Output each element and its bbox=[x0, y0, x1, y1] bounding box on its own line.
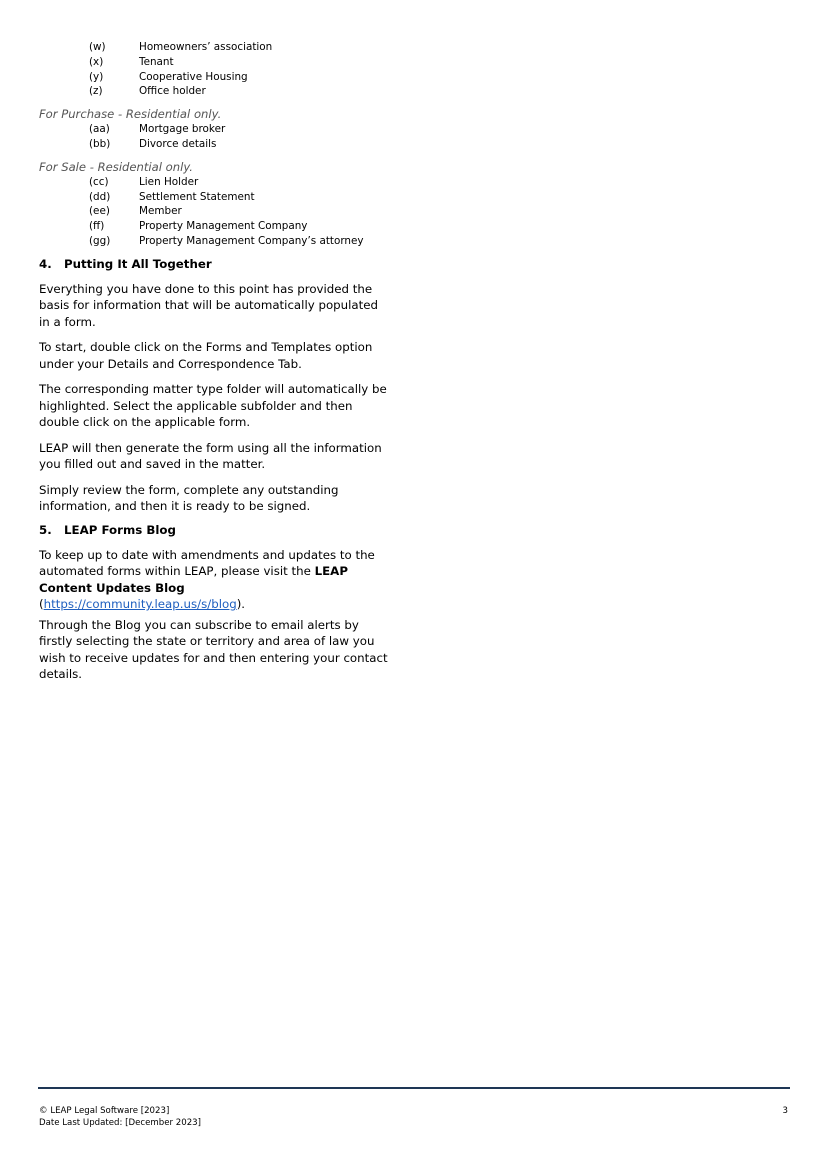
list-item bbox=[39, 84, 391, 99]
blog-paragraph bbox=[39, 547, 391, 613]
list-item-text: Property Management Company bbox=[139, 220, 308, 233]
list-item bbox=[39, 219, 391, 234]
list-item-text: Property Management Company’s attorney bbox=[139, 234, 364, 247]
list-item bbox=[39, 122, 391, 137]
list-item-text: Office holder bbox=[139, 85, 206, 98]
list-item-label: (x) bbox=[89, 55, 104, 68]
list-item-text: Divorce details bbox=[139, 137, 217, 150]
paragraph: Through the Blog you can subscribe to email alerts by firstly selecting the state or territory and area of law you wish to receive updates for and then entering your contact details. bbox=[39, 617, 388, 682]
list-item-text: Settlement Statement bbox=[139, 190, 255, 203]
sale-list bbox=[39, 175, 391, 249]
list-item bbox=[39, 70, 391, 85]
list-item bbox=[39, 175, 391, 190]
list-item-text: Cooperative Housing bbox=[139, 70, 248, 83]
page-number: 3 bbox=[782, 1106, 788, 1116]
list-item-label: (aa) bbox=[89, 123, 110, 136]
list-item-text: Mortgage broker bbox=[139, 123, 226, 136]
blog-link[interactable]: https://community.leap.us/s/blog bbox=[43, 597, 237, 612]
list-item bbox=[39, 204, 391, 219]
list-item-text: Homeowners’ association bbox=[139, 41, 273, 53]
section-5-heading bbox=[39, 522, 391, 538]
paren-open: ( bbox=[39, 597, 44, 612]
footer-info bbox=[39, 1105, 201, 1129]
list-item bbox=[39, 190, 391, 205]
list-item-label: (bb) bbox=[89, 137, 111, 150]
list-item-label: (ee) bbox=[89, 205, 110, 218]
section-title: Putting It All Together bbox=[64, 256, 212, 271]
list-item-text: Tenant bbox=[139, 55, 174, 68]
section-title: LEAP Forms Blog bbox=[64, 522, 176, 537]
list-item-label: (z) bbox=[89, 85, 103, 98]
list-item-text: Lien Holder bbox=[139, 175, 199, 188]
purchase-subheading: For Purchase - Residential only. bbox=[39, 107, 222, 122]
list-item-text: Member bbox=[139, 205, 182, 218]
list-item-label: (w) bbox=[89, 41, 106, 53]
section-number: 4. bbox=[39, 256, 52, 271]
footer-updated: Date Last Updated: [December 2023] bbox=[39, 1118, 201, 1128]
blog-intro-text: To keep up to date with amendments and updates to the automated forms within LEAP, please visit the bbox=[39, 547, 375, 579]
paragraph: To start, double click on the Forms and Templates option under your Details and Correspondence Tab. bbox=[39, 340, 373, 371]
paragraph: The corresponding matter type folder will automatically be highlighted. Select the applicable subfolder and then double click on the applicable form. bbox=[39, 382, 387, 430]
section-4-heading bbox=[39, 256, 391, 272]
list-item bbox=[39, 40, 391, 55]
list-item bbox=[39, 55, 391, 70]
paragraph: Simply review the form, complete any outstanding information, and then it is ready to be signed. bbox=[39, 482, 339, 514]
list-item bbox=[39, 234, 391, 249]
paragraph: Everything you have done to this point has provided the basis for information that will be automatically populated in a form. bbox=[39, 281, 378, 329]
paren-close: ). bbox=[236, 597, 246, 612]
list-item-label: (dd) bbox=[89, 190, 111, 203]
list-item-label: (y) bbox=[89, 70, 104, 83]
list-item-label: (ff) bbox=[89, 220, 105, 233]
party-list-continued bbox=[39, 40, 391, 99]
page-content bbox=[39, 40, 391, 683]
list-item-label: (cc) bbox=[89, 175, 109, 188]
section-number: 5. bbox=[39, 522, 52, 537]
footer-copyright: © LEAP Legal Software [2023] bbox=[39, 1106, 170, 1116]
sale-subheading: For Sale - Residential only. bbox=[39, 159, 193, 174]
footer-divider bbox=[38, 1087, 790, 1089]
blog-name: LEAP Content Updates Blog bbox=[39, 564, 348, 595]
purchase-list bbox=[39, 122, 391, 152]
paragraph: LEAP will then generate the form using all the information you filled out and saved in the matter. bbox=[39, 440, 382, 472]
list-item-label: (gg) bbox=[89, 234, 111, 247]
list-item bbox=[39, 137, 391, 152]
